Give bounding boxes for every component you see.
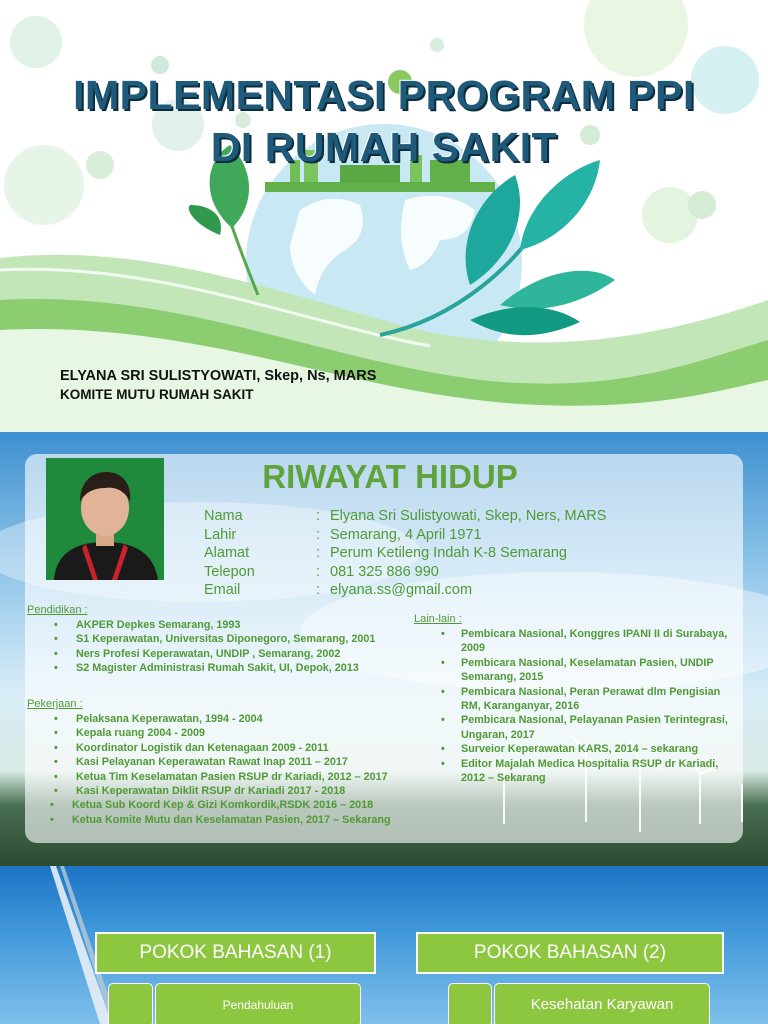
list-item: • Kasi Pelayanan Keperawatan Rawat Inap 2011 – 2017 <box>76 755 391 769</box>
bio-row-nama <box>204 508 606 527</box>
list-item: • S2 Magister Administrasi Rumah Sakit, UI, Depok, 2013 <box>76 661 375 675</box>
pokok-1-number-box <box>108 983 153 1024</box>
bio-colon: : <box>316 582 321 599</box>
bio-row-alamat <box>204 545 606 564</box>
list-item: • S1 Keperawatan, Universitas Diponegoro, Semarang, 2001 <box>76 632 375 646</box>
lain-lain-heading: Lain-lain : <box>414 613 462 625</box>
list-item: • Ketua Komite Mutu dan Keselamatan Pasien, 2017 – Sekarang <box>72 813 391 827</box>
bio-value: 081 325 886 990 <box>330 563 439 580</box>
pendidikan-list <box>76 618 375 676</box>
bio-row-email <box>204 582 606 601</box>
slide-title-line1: IMPLEMENTASI PROGRAM PPI <box>73 72 695 118</box>
list-item: • Ketua Tim Keselamatan Pasien RSUP dr Kariadi, 2012 – 2017 <box>76 770 391 784</box>
list-item: • AKPER Depkes Semarang, 1993 <box>76 618 375 632</box>
list-item: • Pembicara Nasional, Konggres IPANI II di Surabaya, 2009 <box>461 627 741 656</box>
pokok-1-item: Pendahuluan <box>155 983 361 1024</box>
presenter-organization: KOMITE MUTU RUMAH SAKIT <box>60 387 254 402</box>
bio-value: Elyana Sri Sulistyowati, Skep, Ners, MARS <box>330 508 607 524</box>
pekerjaan-heading: Pekerjaan : <box>27 698 83 710</box>
pokok-bahasan-2-header: POKOK BAHASAN (2) <box>416 932 724 974</box>
list-item: • Surveior Keperawatan KARS, 2014 – sekarang <box>461 742 741 756</box>
slide-pokok-bahasan <box>0 866 768 1024</box>
bio-value: Semarang, 4 April 1971 <box>330 526 482 543</box>
bio-colon: : <box>316 545 321 562</box>
bio-colon: : <box>316 526 321 543</box>
list-item: • Pelaksana Keperawatan, 1994 - 2004 <box>76 712 391 726</box>
bio-label: Alamat <box>204 545 250 562</box>
list-item: • Pembicara Nasional, Pelayanan Pasien Terintegrasi, Ungaran, 2017 <box>461 713 741 742</box>
bio-value: elyana.ss@gmail.com <box>330 582 473 599</box>
list-item: • Ketua Sub Koord Kep & Gizi Komkordik,RSDK 2016 – 2018 <box>72 798 391 812</box>
bio-row-telepon <box>204 564 606 583</box>
section-title: RIWAYAT HIDUP <box>262 458 518 495</box>
pekerjaan-list <box>72 712 391 827</box>
slide-riwayat-hidup <box>0 432 768 866</box>
pendidikan-heading: Pendidikan : <box>27 604 88 616</box>
pokok-bahasan-1-header: POKOK BAHASAN (1) <box>95 932 376 974</box>
bio-table <box>204 508 606 601</box>
pokok-2-number-box <box>448 983 492 1024</box>
bio-colon: : <box>316 563 321 580</box>
profile-photo <box>46 458 164 580</box>
list-item: • Kasi Keperawatan Diklit RSUP dr Kariadi 2017 - 2018 <box>76 784 391 798</box>
list-item: • Pembicara Nasional, Peran Perawat dlm Pengisian RM, Karanganyar, 2016 <box>461 685 741 714</box>
pokok-2-item: Kesehatan Karyawan <box>494 983 710 1024</box>
lain-lain-list <box>461 627 741 785</box>
bio-label: Telepon <box>204 563 255 580</box>
slide-title-line2: DI RUMAH SAKIT <box>210 124 558 170</box>
list-item: • Ners Profesi Keperawatan, UNDIP , Semarang, 2002 <box>76 647 375 661</box>
list-item: • Koordinator Logistik dan Ketenagaan 2009 - 2011 <box>76 741 391 755</box>
bio-colon: : <box>316 508 321 524</box>
bio-label: Nama <box>204 508 243 524</box>
bio-row-lahir <box>204 527 606 546</box>
list-item: • Pembicara Nasional, Keselamatan Pasien, UNDIP Semarang, 2015 <box>461 656 741 685</box>
bio-label: Lahir <box>204 526 237 543</box>
bio-value: Perum Ketileng Indah K-8 Semarang <box>330 545 567 562</box>
list-item: • Kepala ruang 2004 - 2009 <box>76 726 391 740</box>
list-item: • Editor Majalah Medica Hospitalia RSUP dr Kariadi, 2012 – Sekarang <box>461 757 741 786</box>
slide-title <box>0 0 768 432</box>
presenter-name: ELYANA SRI SULISTYOWATI, Skep, Ns, MARS <box>60 368 377 384</box>
bio-label: Email <box>204 582 241 599</box>
